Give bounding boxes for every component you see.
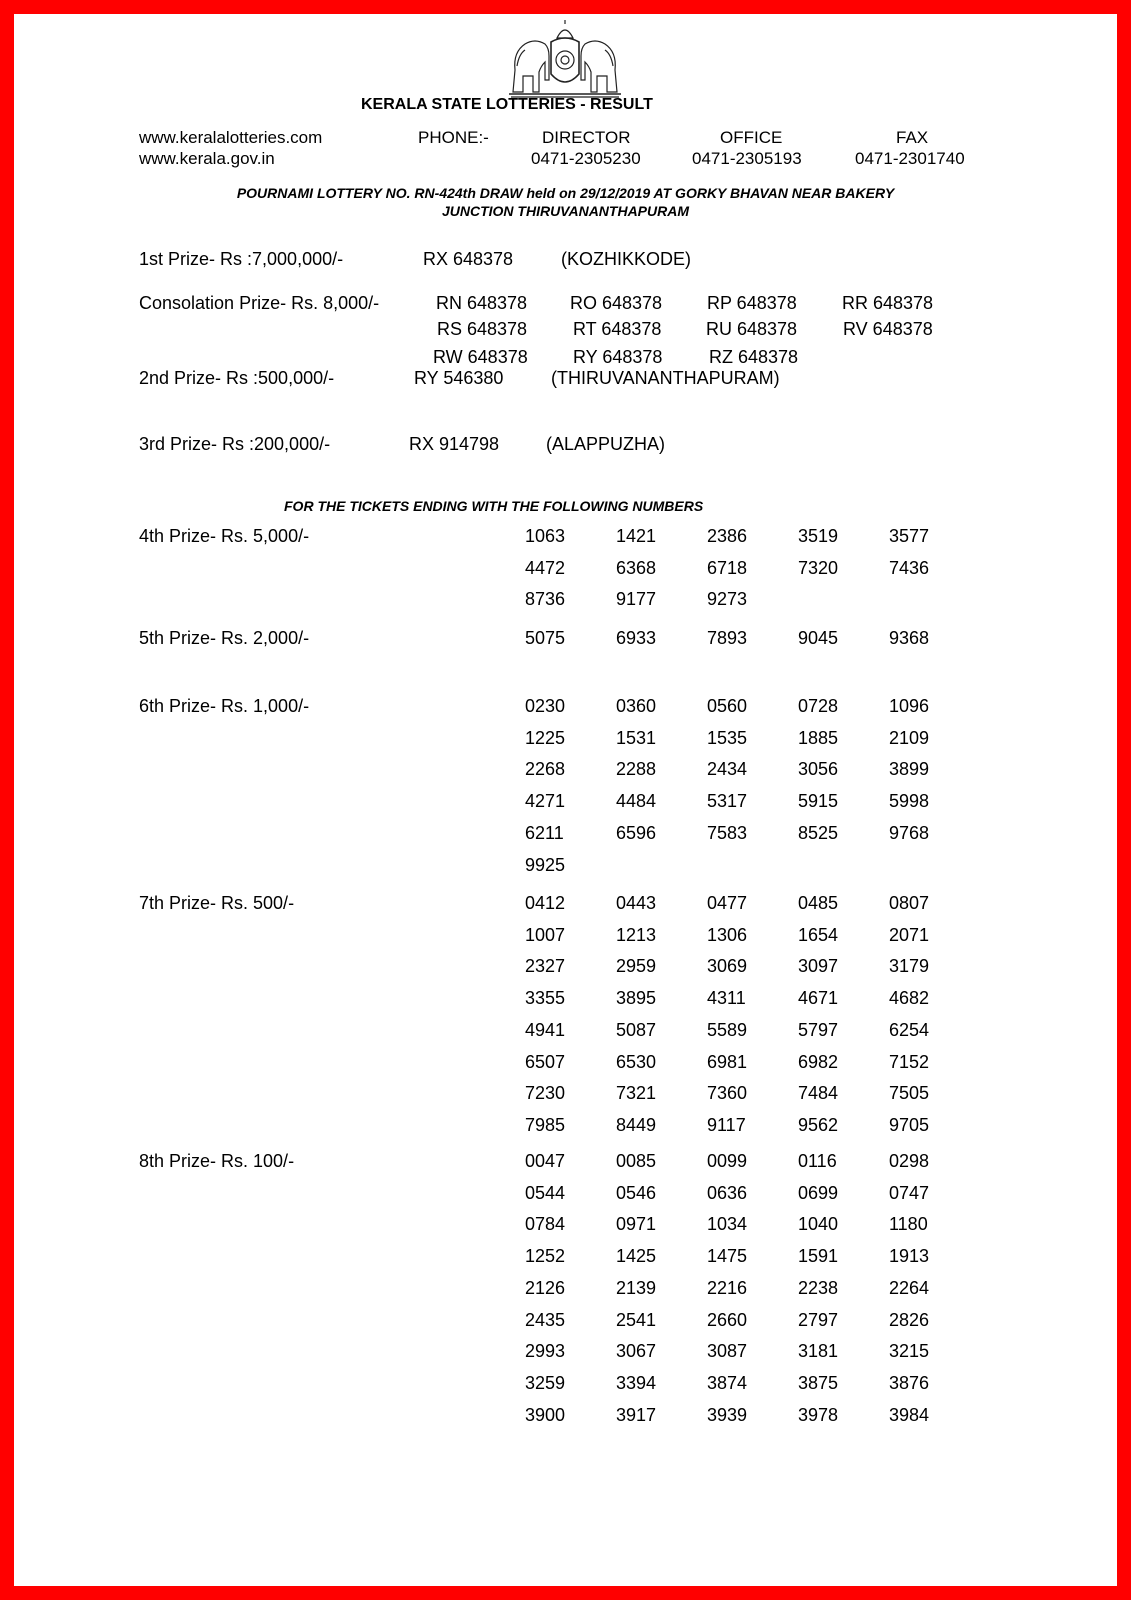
second-prize-location: (THIRUVANANTHAPURAM) <box>551 368 780 388</box>
consolation-prize-label: Consolation Prize- Rs. 8,000/- <box>139 293 380 313</box>
winning-number: 9368 <box>889 628 930 648</box>
winning-number: 0807 <box>889 893 930 913</box>
winning-number: 2327 <box>525 956 566 977</box>
winning-number: 2238 <box>798 1277 839 1298</box>
winning-number: 2139 <box>616 1277 657 1298</box>
winning-number: 7893 <box>707 628 748 648</box>
winning-number: 7320 <box>798 557 839 578</box>
winning-number: 3394 <box>616 1372 657 1393</box>
winning-number: 0699 <box>798 1182 839 1203</box>
winning-number: 1180 <box>889 1214 928 1235</box>
winning-number: 2386 <box>707 526 748 546</box>
winning-number: 1654 <box>798 924 839 945</box>
website-kerala-gov: www.kerala.gov.in <box>139 149 275 168</box>
winning-number: 2126 <box>525 1277 566 1298</box>
winning-number: 0485 <box>798 893 839 913</box>
consolation-ticket: RS 648378 <box>437 319 528 339</box>
winning-number: 6596 <box>616 822 657 843</box>
fax-number: 0471-2301740 <box>855 149 965 168</box>
winning-number: 0230 <box>525 696 566 716</box>
winning-number: 3978 <box>798 1404 839 1425</box>
winning-number: 9925 <box>525 854 566 875</box>
winning-number: 3067 <box>616 1341 657 1362</box>
first-prize-location: (KOZHIKKODE) <box>561 249 692 269</box>
winning-number: 6981 <box>707 1051 748 1072</box>
consolation-ticket: RY 648378 <box>573 347 663 367</box>
first-prize-label: 1st Prize- Rs :7,000,000/- <box>139 249 344 269</box>
winning-number: 6507 <box>525 1051 566 1072</box>
winning-number: 1213 <box>616 924 657 945</box>
winning-number: 3917 <box>616 1404 657 1425</box>
winning-number: 3899 <box>889 759 930 780</box>
winning-number: 0636 <box>707 1182 748 1203</box>
draw-details-line1: POURNAMI LOTTERY NO. RN-424th DRAW held on 29/12/2019 AT GORKY BHAVAN NEAR BAKERY <box>236 185 895 201</box>
winning-number: 9705 <box>889 1114 930 1135</box>
winning-number: 2797 <box>798 1309 839 1330</box>
winning-number: 3984 <box>889 1404 930 1425</box>
consolation-ticket: RU 648378 <box>706 319 798 339</box>
kerala-emblem-icon <box>505 20 625 98</box>
second-prize-ticket: RY 546380 <box>414 368 504 388</box>
winning-number: 7360 <box>707 1083 748 1104</box>
winning-number: 7505 <box>889 1083 930 1104</box>
winning-number: 0085 <box>616 1151 657 1171</box>
first-prize-ticket: RX 648378 <box>423 249 514 269</box>
winning-number: 1425 <box>616 1246 657 1267</box>
winning-number: 7985 <box>525 1114 566 1135</box>
winning-number: 2435 <box>525 1309 566 1330</box>
winning-number: 4472 <box>525 557 566 578</box>
winning-number: 3179 <box>889 956 930 977</box>
winning-number: 2541 <box>616 1309 657 1330</box>
second-prize-label: 2nd Prize- Rs :500,000/- <box>139 368 335 388</box>
winning-number: 7583 <box>707 822 748 843</box>
consolation-ticket: RR 648378 <box>842 293 934 313</box>
prize-label: 5th Prize- Rs. 2,000/- <box>139 628 310 648</box>
winning-number: 2434 <box>707 759 748 780</box>
prize-label: 8th Prize- Rs. 100/- <box>139 1151 295 1171</box>
winning-number: 1531 <box>616 727 657 748</box>
winning-number: 0728 <box>798 696 839 716</box>
winning-number: 4941 <box>525 1019 566 1040</box>
winning-number: 0544 <box>525 1182 566 1203</box>
page-title: KERALA STATE LOTTERIES - RESULT <box>361 96 653 113</box>
winning-number: 1096 <box>889 696 930 716</box>
consolation-ticket: RP 648378 <box>707 293 797 313</box>
winning-number: 3181 <box>798 1341 839 1362</box>
winning-number: 7436 <box>889 557 930 578</box>
consolation-ticket: RZ 648378 <box>709 347 799 367</box>
winning-number: 1225 <box>525 727 566 748</box>
winning-number: 2993 <box>525 1341 566 1362</box>
winning-number: 2216 <box>707 1277 748 1298</box>
winning-number: 1535 <box>707 727 748 748</box>
winning-number: 0477 <box>707 893 748 913</box>
winning-number: 0099 <box>707 1151 748 1171</box>
winning-number: 3939 <box>707 1404 748 1425</box>
ending-numbers-heading: FOR THE TICKETS ENDING WITH THE FOLLOWING NUMBERS <box>284 498 704 514</box>
winning-number: 0560 <box>707 696 748 716</box>
winning-number: 5915 <box>798 791 839 812</box>
winning-number: 0784 <box>525 1214 566 1235</box>
winning-number: 0443 <box>616 893 657 913</box>
winning-number: 9273 <box>707 589 748 610</box>
winning-number: 6718 <box>707 557 748 578</box>
winning-number: 0412 <box>525 893 566 913</box>
director-phone: 0471-2305230 <box>531 149 641 168</box>
winning-number: 6933 <box>616 628 657 648</box>
third-prize-label: 3rd Prize- Rs :200,000/- <box>139 434 331 454</box>
winning-number: 1034 <box>707 1214 748 1235</box>
winning-number: 6368 <box>616 557 657 578</box>
winning-number: 7321 <box>616 1083 657 1104</box>
winning-number: 3874 <box>707 1372 748 1393</box>
winning-number: 7152 <box>889 1051 930 1072</box>
winning-number: 3259 <box>525 1372 566 1393</box>
winning-number: 6982 <box>798 1051 839 1072</box>
winning-number: 8449 <box>616 1114 657 1135</box>
winning-number: 5075 <box>525 628 566 648</box>
winning-number: 3097 <box>798 956 839 977</box>
winning-number: 8525 <box>798 822 839 843</box>
website-keralalotteries: www.keralalotteries.com <box>139 128 323 147</box>
winning-number: 1885 <box>798 727 839 748</box>
winning-number: 4671 <box>798 988 839 1009</box>
winning-number: 1063 <box>525 526 566 546</box>
winning-number: 2660 <box>707 1309 748 1330</box>
winning-number: 3069 <box>707 956 748 977</box>
winning-number: 4311 <box>707 988 746 1009</box>
consolation-ticket: RW 648378 <box>433 347 528 367</box>
winning-number: 0360 <box>616 696 657 716</box>
winning-number: 9045 <box>798 628 839 648</box>
winning-number: 0546 <box>616 1182 657 1203</box>
winning-number: 1913 <box>889 1246 930 1267</box>
winning-number: 0116 <box>798 1151 837 1171</box>
prize-label: 6th Prize- Rs. 1,000/- <box>139 696 310 716</box>
draw-details-line2: JUNCTION THIRUVANANTHAPURAM <box>441 203 690 219</box>
winning-number: 8736 <box>525 589 566 610</box>
winning-number: 6211 <box>525 822 564 843</box>
winning-number: 5998 <box>889 791 930 812</box>
winning-number: 1475 <box>707 1246 748 1267</box>
winning-number: 2268 <box>525 759 566 780</box>
winning-number: 2959 <box>616 956 657 977</box>
third-prize-ticket: RX 914798 <box>409 434 500 454</box>
winning-number: 1252 <box>525 1246 566 1267</box>
consolation-ticket: RN 648378 <box>436 293 528 313</box>
winning-number: 3056 <box>798 759 839 780</box>
winning-number: 3900 <box>525 1404 566 1425</box>
winning-number: 0047 <box>525 1151 566 1171</box>
winning-number: 5797 <box>798 1019 839 1040</box>
winning-number: 2071 <box>889 924 930 945</box>
winning-number: 0298 <box>889 1151 930 1171</box>
winning-number: 9562 <box>798 1114 839 1135</box>
winning-number: 3087 <box>707 1341 748 1362</box>
consolation-ticket: RV 648378 <box>843 319 933 339</box>
fax-label: FAX <box>896 128 929 147</box>
phone-label: PHONE:- <box>418 128 489 147</box>
consolation-ticket: RT 648378 <box>573 319 662 339</box>
winning-number: 7230 <box>525 1083 566 1104</box>
winning-number: 0747 <box>889 1182 930 1203</box>
winning-number: 9117 <box>707 1114 746 1135</box>
winning-number: 3876 <box>889 1372 930 1393</box>
winning-number: 1306 <box>707 924 748 945</box>
winning-number: 3519 <box>798 526 839 546</box>
winning-number: 6530 <box>616 1051 657 1072</box>
winning-number: 0971 <box>616 1214 657 1235</box>
consolation-ticket: RO 648378 <box>570 293 663 313</box>
winning-number: 3577 <box>889 526 930 546</box>
winning-number: 1591 <box>798 1246 839 1267</box>
office-label: OFFICE <box>720 128 783 147</box>
office-phone: 0471-2305193 <box>692 149 802 168</box>
winning-number: 9177 <box>616 589 657 610</box>
winning-number: 4484 <box>616 791 657 812</box>
winning-number: 4271 <box>525 791 566 812</box>
winning-number: 5317 <box>707 791 748 812</box>
winning-number: 7484 <box>798 1083 839 1104</box>
third-prize-location: (ALAPPUZHA) <box>546 434 666 454</box>
winning-number: 2288 <box>616 759 657 780</box>
winning-number: 3355 <box>525 988 566 1009</box>
winning-number: 4682 <box>889 988 930 1009</box>
winning-number: 3875 <box>798 1372 839 1393</box>
prize-label: 7th Prize- Rs. 500/- <box>139 893 295 913</box>
winning-number: 5087 <box>616 1019 657 1040</box>
director-label: DIRECTOR <box>542 128 631 147</box>
prize-label: 4th Prize- Rs. 5,000/- <box>139 526 310 546</box>
winning-number: 3215 <box>889 1341 930 1362</box>
winning-number: 2109 <box>889 727 930 748</box>
winning-number: 2264 <box>889 1277 930 1298</box>
winning-number: 6254 <box>889 1019 930 1040</box>
winning-number: 5589 <box>707 1019 748 1040</box>
winning-number: 3895 <box>616 988 657 1009</box>
winning-number: 1007 <box>525 924 566 945</box>
winning-number: 1421 <box>616 526 657 546</box>
winning-number: 9768 <box>889 822 930 843</box>
winning-number: 2826 <box>889 1309 930 1330</box>
winning-number: 1040 <box>798 1214 839 1235</box>
